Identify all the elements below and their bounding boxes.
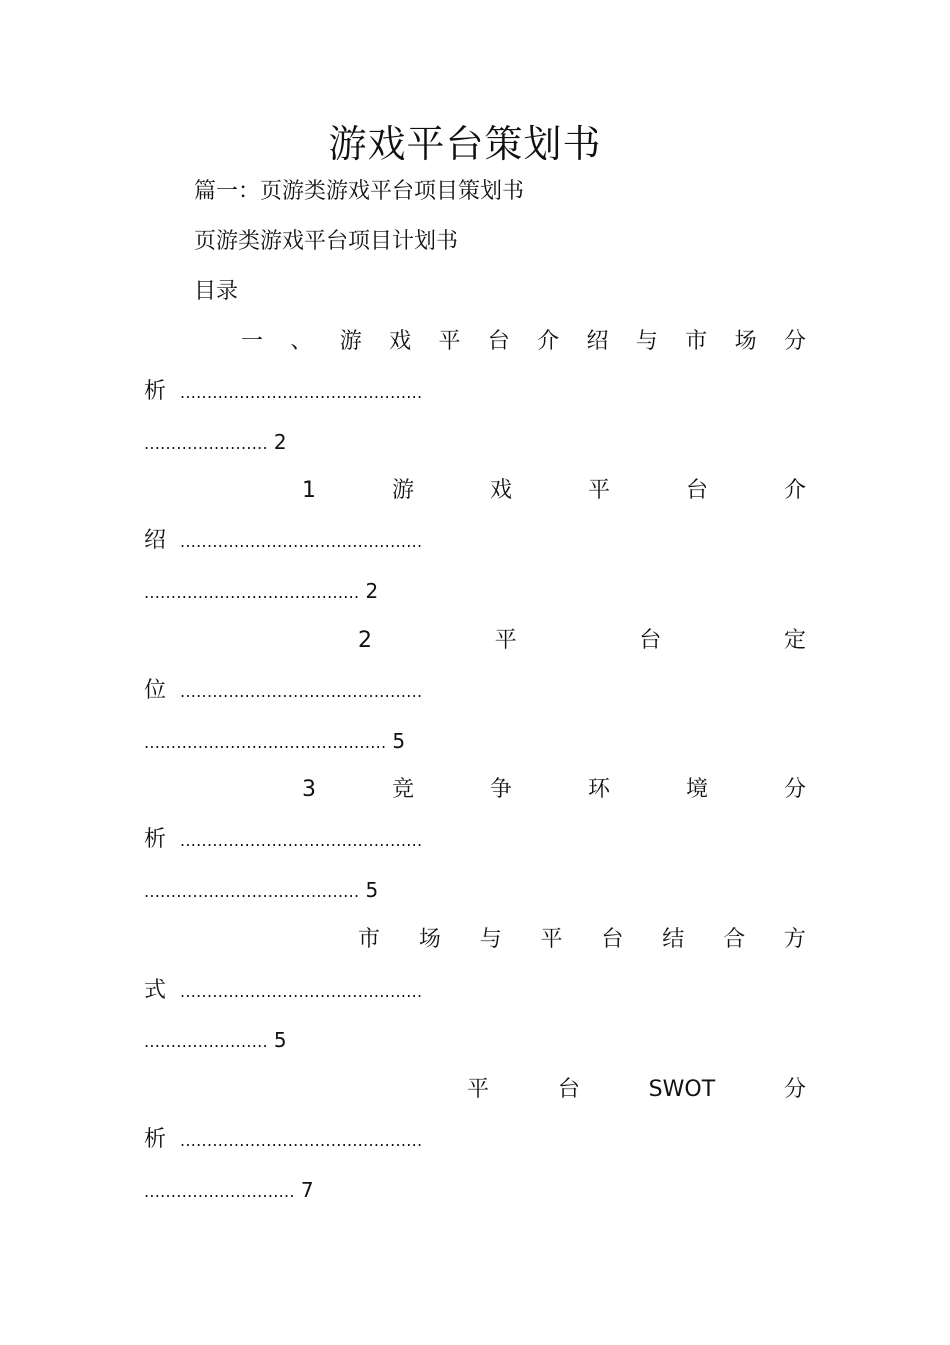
toc-char: 台: [601, 927, 624, 952]
toc-char: 竞: [391, 777, 414, 802]
toc-page-number[interactable]: 5: [273, 1028, 287, 1052]
toc-char: 境: [685, 777, 708, 802]
toc-char: 介: [783, 478, 806, 503]
toc-entry-2-leader: [144, 526, 422, 557]
toc-page-number[interactable]: 5: [392, 729, 406, 753]
toc-entry-5-page-line: [144, 1025, 287, 1057]
toc-page-number[interactable]: 2: [365, 579, 379, 603]
toc-char: 环: [587, 777, 610, 802]
toc-dots: ........................................: [144, 882, 360, 901]
toc-entry-6-title: [144, 1075, 806, 1105]
toc-tail-char: 析: [144, 827, 167, 852]
toc-char: 市: [358, 927, 381, 952]
document-heading: 页游类游戏平台项目计划书: [194, 229, 459, 254]
toc-page-number[interactable]: 2: [273, 430, 287, 454]
document-title: 游戏平台策划书: [328, 122, 602, 166]
toc-char: 戏: [489, 478, 512, 503]
toc-char: 台: [557, 1077, 580, 1102]
toc-dots: .............................................: [180, 982, 423, 1001]
toc-entry-1-page-line: [144, 427, 287, 459]
toc-entry-6-page-line: [144, 1175, 314, 1207]
toc-char: 戏: [389, 329, 412, 354]
toc-char: 、: [290, 329, 313, 354]
toc-char: 平: [467, 1077, 490, 1102]
toc-char: 平: [540, 927, 563, 952]
toc-char: 平: [438, 329, 461, 354]
toc-dots: .............................................: [180, 682, 423, 701]
toc-char: 与: [479, 927, 502, 952]
toc-entry-6-leader: [144, 1125, 422, 1156]
toc-dots: ............................: [144, 1182, 295, 1201]
toc-char: 台: [639, 628, 662, 653]
toc-char: 场: [734, 329, 757, 354]
toc-entry-3-title: [144, 626, 806, 656]
toc-char: 分: [783, 1077, 806, 1102]
toc-char: 平: [587, 478, 610, 503]
toc-entry-2-title: [144, 476, 806, 506]
toc-tail-char: 绍: [144, 528, 167, 553]
toc-char: 2: [358, 628, 372, 653]
toc-char: 与: [635, 329, 658, 354]
toc-page-number[interactable]: 7: [300, 1178, 314, 1202]
toc-char: 游: [391, 478, 414, 503]
toc-char: 场: [418, 927, 441, 952]
toc-entry-1-leader: [144, 377, 422, 408]
toc-dots: .............................................: [180, 532, 423, 551]
toc-char: 平: [494, 628, 517, 653]
toc-dots: .............................................: [180, 383, 423, 402]
toc-dots: .......................: [144, 1032, 268, 1051]
toc-char: 定: [783, 628, 806, 653]
toc-char: 分: [783, 329, 806, 354]
toc-entry-3-page-line: [144, 726, 405, 758]
toc-dots: .......................: [144, 434, 268, 453]
toc-char: 争: [489, 777, 512, 802]
toc-entry-4-title: [144, 775, 806, 805]
toc-dots: ........................................: [144, 583, 360, 602]
document-subtitle: 篇一：页游类游戏平台项目策划书: [194, 179, 525, 204]
toc-entry-1-title: [144, 327, 806, 357]
toc-tail-char: 位: [144, 678, 167, 703]
toc-char: 合: [723, 927, 746, 952]
toc-char: 1: [302, 478, 316, 503]
toc-tail-char: 析: [144, 379, 167, 404]
toc-tail-char: 式: [144, 978, 167, 1003]
toc-entry-3-leader: [144, 676, 422, 707]
toc-tail-char: 析: [144, 1127, 167, 1152]
toc-entry-5-title: [144, 925, 806, 955]
toc-entry-4-leader: [144, 825, 422, 856]
toc-char: 方: [783, 927, 806, 952]
toc-label: 目录: [194, 279, 239, 304]
toc-char: 台: [685, 478, 708, 503]
toc-page-number[interactable]: 5: [365, 878, 379, 902]
toc-char: 结: [662, 927, 685, 952]
toc-char: 介: [537, 329, 560, 354]
toc-char: 台: [487, 329, 510, 354]
toc-entry-5-leader: [144, 976, 422, 1007]
toc-char: 一: [241, 329, 264, 354]
toc-char: 绍: [586, 329, 609, 354]
toc-char: SWOT: [648, 1077, 716, 1102]
toc-dots: .............................................: [144, 733, 387, 752]
toc-char: 3: [302, 777, 316, 802]
toc-entry-2-page-line: [144, 576, 378, 608]
toc-dots: .............................................: [180, 831, 423, 850]
toc-entry-4-page-line: [144, 875, 378, 907]
toc-char: 分: [783, 777, 806, 802]
toc-dots: .............................................: [180, 1131, 423, 1150]
toc-char: 市: [685, 329, 708, 354]
toc-char: 游: [339, 329, 362, 354]
